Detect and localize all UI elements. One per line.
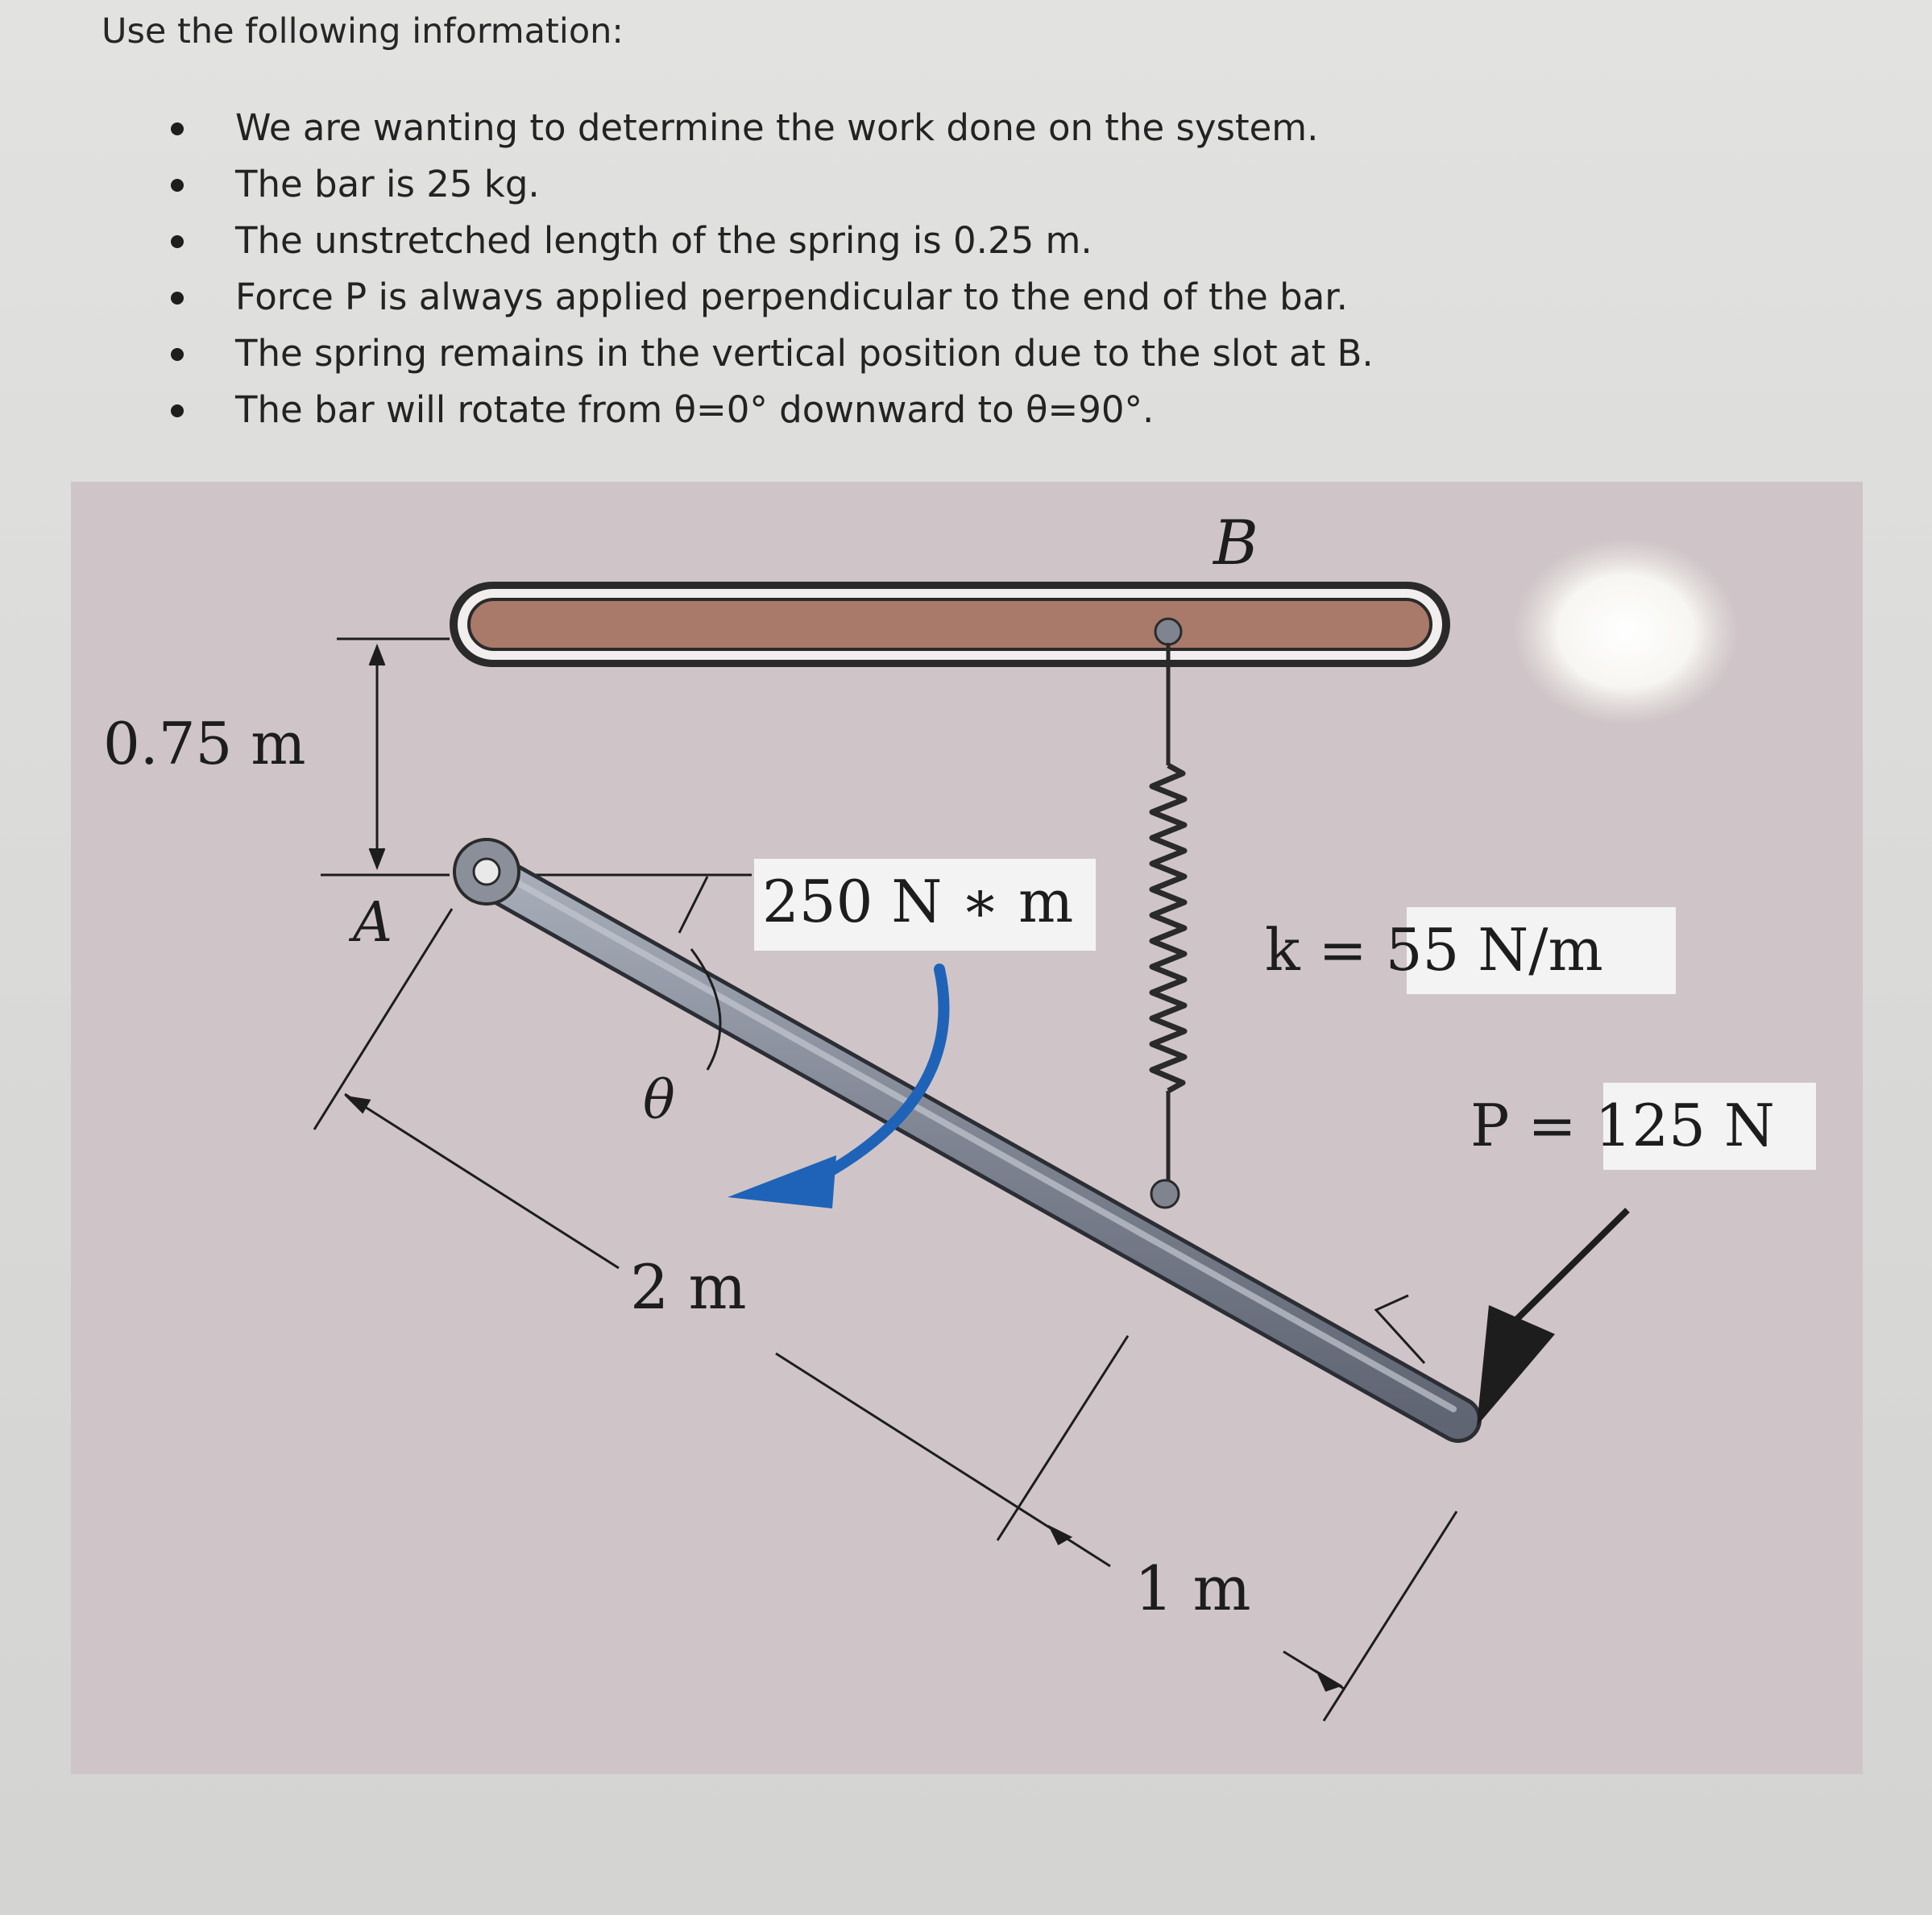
list-item xyxy=(161,382,1374,438)
list-item xyxy=(161,156,1374,213)
bullet-icon xyxy=(171,404,184,417)
bullet-text: The bar will rotate from θ=0° downward to θ=90°. xyxy=(235,388,1155,431)
force-label: P = 125 N xyxy=(1470,1092,1775,1159)
label-a: A xyxy=(353,891,393,955)
height-label: 0.75 m xyxy=(103,710,306,777)
bullet-icon xyxy=(171,292,184,305)
bullet-icon xyxy=(171,179,184,192)
bullet-text: The unstretched length of the spring is 0.25 m. xyxy=(235,219,1092,262)
list-item xyxy=(161,269,1374,325)
height-dimension xyxy=(321,639,450,875)
spring xyxy=(1151,619,1184,1208)
slot-guide xyxy=(450,582,1450,667)
bullet-text: We are wanting to determine the work done on the system. xyxy=(235,106,1319,149)
spring-constant-label: k = 55 N/m xyxy=(1265,916,1603,984)
bullet-text: The bar is 25 kg. xyxy=(235,163,540,205)
length-label-2m: 2 m xyxy=(630,1251,747,1323)
list-item xyxy=(161,325,1374,382)
pin-a xyxy=(454,839,519,904)
intro-text: Use the following information: xyxy=(102,11,624,52)
theta-tick xyxy=(679,877,707,933)
bullet-text: Force P is always applied perpendicular to the end of the bar. xyxy=(235,276,1348,318)
info-list xyxy=(161,100,1374,438)
list-item xyxy=(161,213,1374,269)
label-b: B xyxy=(1213,507,1258,578)
length-label-1m: 1 m xyxy=(1134,1552,1251,1624)
theta-label: θ xyxy=(643,1069,675,1131)
glare-spot xyxy=(1513,538,1739,725)
mechanics-figure xyxy=(71,482,1863,1774)
bullet-icon xyxy=(171,122,184,135)
list-item xyxy=(161,100,1374,156)
bullet-icon xyxy=(171,348,184,361)
moment-label: 250 N ∗ m xyxy=(762,868,1074,935)
bullet-icon xyxy=(171,235,184,248)
bullet-text: The spring remains in the vertical position due to the slot at B. xyxy=(235,332,1374,375)
force-p-arrow xyxy=(1477,1210,1627,1426)
figure-drawing xyxy=(71,482,1863,1774)
